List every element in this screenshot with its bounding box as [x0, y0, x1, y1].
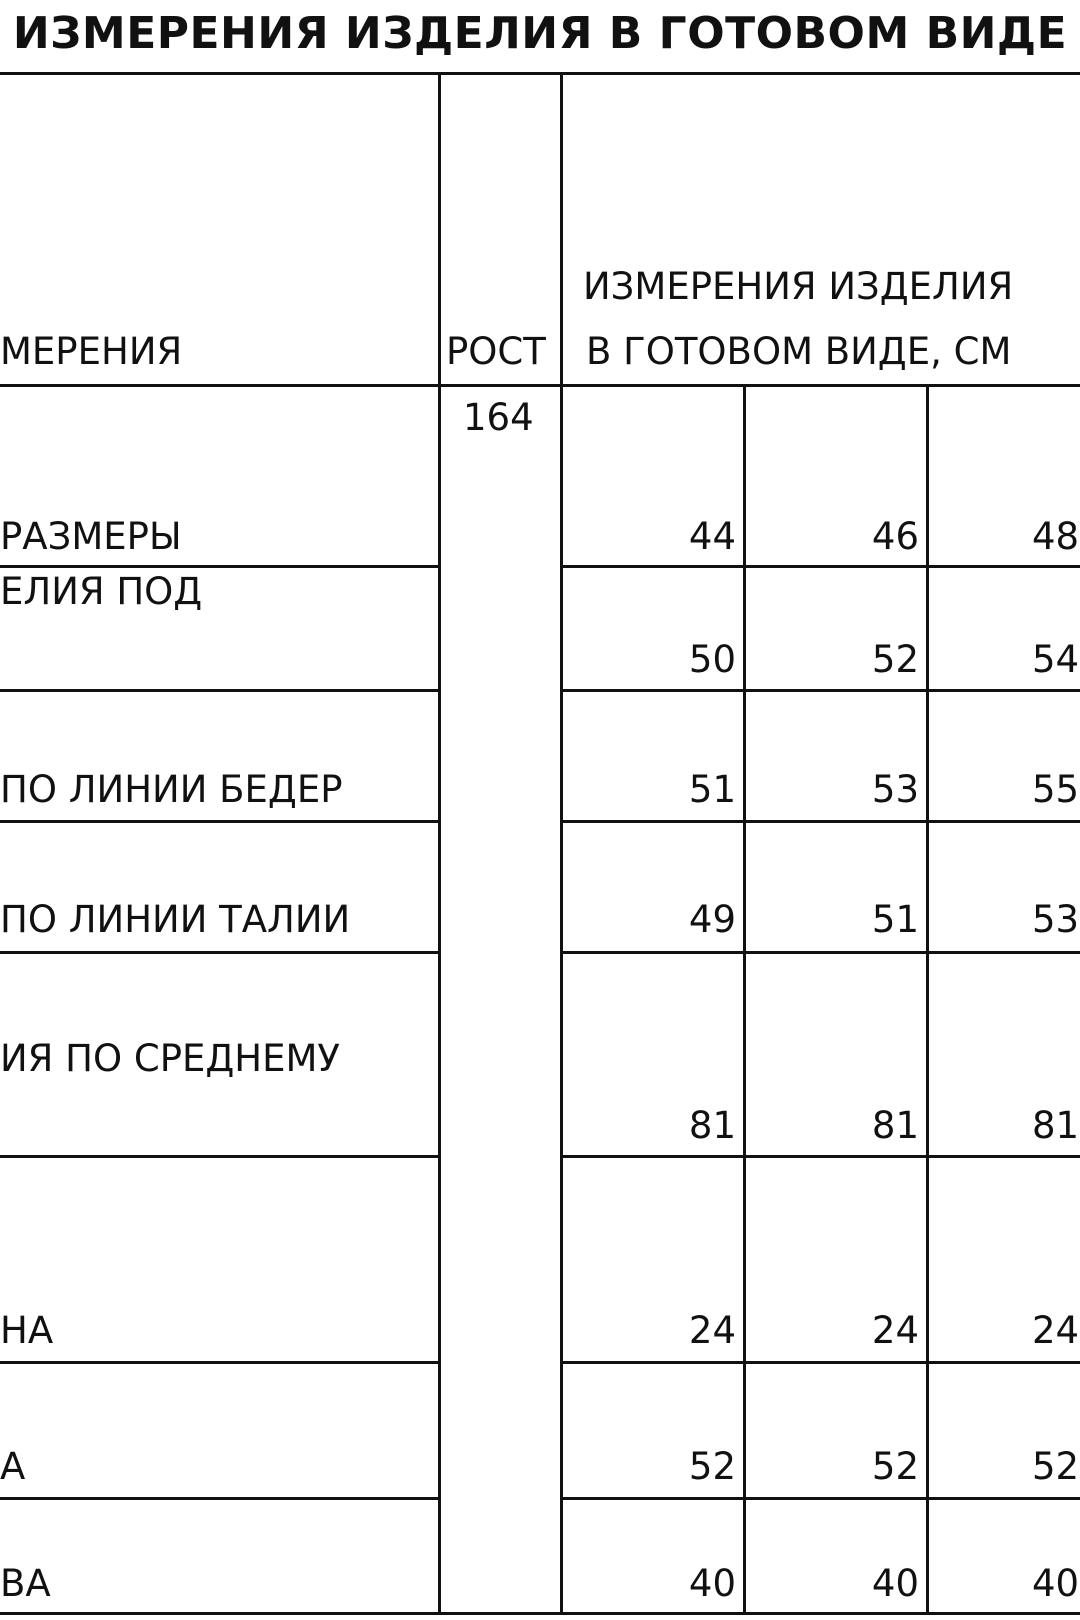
row-label: А — [0, 1445, 26, 1488]
values-column-header-line1: ИЗМЕРЕНИЯ ИЗДЕЛИЯ — [583, 265, 1014, 308]
row-label: ИЯ ПО СРЕДНЕМУ — [0, 1037, 340, 1080]
column-divider — [560, 72, 563, 1615]
size-value: 46 — [871, 515, 919, 558]
size-value: 52 — [1032, 1445, 1080, 1488]
size-value: 50 — [688, 638, 736, 681]
size-value: 48 — [1032, 515, 1080, 558]
page-title: ИЗМЕРЕНИЯ ИЗДЕЛИЯ В ГОТОВОМ ВИДЕ — [12, 8, 1068, 59]
size-value: 40 — [688, 1562, 736, 1605]
size-value: 24 — [871, 1309, 919, 1352]
row-label: НА — [0, 1309, 54, 1352]
measure-column-header: МЕРЕНИЯ — [0, 330, 183, 373]
row-divider — [0, 689, 440, 692]
table-bottom-border — [0, 1612, 1080, 1615]
size-value: 44 — [688, 515, 736, 558]
header-bottom-border — [0, 384, 1080, 387]
row-divider — [561, 1497, 1080, 1500]
row-label: ПО ЛИНИИ БЕДЕР — [0, 768, 343, 811]
size-value: 52 — [871, 638, 919, 681]
size-value: 51 — [871, 898, 919, 941]
size-value: 51 — [688, 768, 736, 811]
row-divider — [561, 951, 1080, 954]
row-divider — [561, 1155, 1080, 1158]
size-value: 24 — [688, 1309, 736, 1352]
table-top-border — [0, 72, 1080, 75]
column-divider — [743, 384, 746, 1615]
row-divider — [0, 565, 440, 568]
row-divider — [0, 1361, 440, 1364]
size-value: 52 — [688, 1445, 736, 1488]
size-value: 52 — [871, 1445, 919, 1488]
column-divider — [926, 384, 929, 1615]
row-label: ЕЛИЯ ПОД — [0, 570, 203, 613]
size-value: 24 — [1032, 1309, 1080, 1352]
row-divider — [561, 689, 1080, 692]
size-value: 53 — [871, 768, 919, 811]
size-value: 54 — [1032, 638, 1080, 681]
height-value: 164 — [463, 396, 534, 439]
row-divider — [0, 1155, 440, 1158]
size-value: 49 — [688, 898, 736, 941]
size-value: 55 — [1032, 768, 1080, 811]
row-label: ВА — [0, 1562, 51, 1605]
size-value: 81 — [871, 1104, 919, 1147]
row-label: ПО ЛИНИИ ТАЛИИ — [0, 898, 351, 941]
size-value: 53 — [1032, 898, 1080, 941]
column-divider — [438, 72, 441, 1615]
values-column-header-line2: В ГОТОВОМ ВИДЕ, СМ — [586, 330, 1012, 373]
row-divider — [0, 1497, 440, 1500]
size-value: 81 — [688, 1104, 736, 1147]
row-divider — [561, 565, 1080, 568]
size-value: 40 — [871, 1562, 919, 1605]
row-divider — [0, 951, 440, 954]
row-divider — [0, 820, 440, 823]
row-divider — [561, 1361, 1080, 1364]
row-label: РАЗМЕРЫ — [0, 515, 182, 558]
row-divider — [561, 820, 1080, 823]
size-value: 81 — [1032, 1104, 1080, 1147]
height-column-header: РОСТ — [446, 330, 546, 373]
size-value: 40 — [1032, 1562, 1080, 1605]
